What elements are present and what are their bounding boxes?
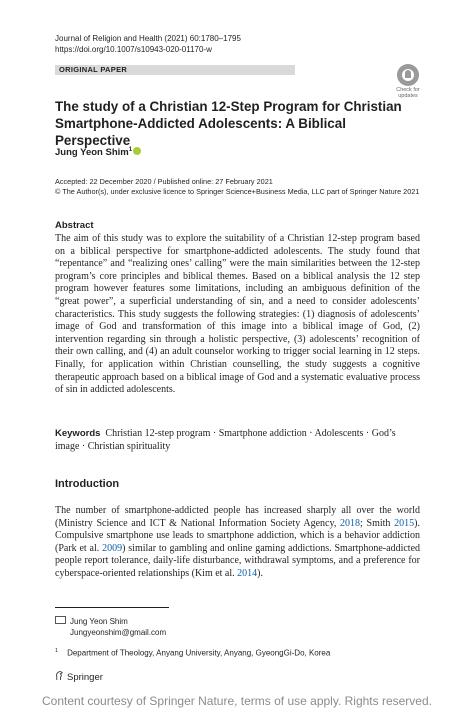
keywords-label: Keywords bbox=[55, 428, 101, 439]
citation-link[interactable]: 2009 bbox=[102, 542, 123, 554]
publisher-logo bbox=[55, 671, 103, 683]
keywords-list: Christian 12-step program · Smartphone addiction · Adolescents · God’s image · Christian spirituality bbox=[55, 428, 396, 452]
abstract-text: The aim of this study was to explore the suitability of a Christian 12-step program based on a biblical perspective for smartphone-addicted adolescents. The study found that “repentance” and “realizing ones’ calling” were the main similarities between the 12-step program’s core principles and biblical themes. Based on a biblical analysis the 12 step program however features some limitations, including an ambiguous definition of the “great power”, a superficial understanding of sin, and a need to consider adolescents’ characteristics. This study suggests the following strategies: (1) diagnosis of adolescents’ image of God and transformation of this image into a biblical image of God, (2) intervention regarding sin through a holistic perspective, (3) adolescents’ recognition of their own calling, and (4) an adult counselor working to trigger social learning in 12 steps. Finally, for application within Christian counselling, the study suggests a cognitive therapeutic approach based on a biblical image of God and a systematic evaluative process of sin in addicted adolescents. bbox=[55, 233, 420, 396]
author-line bbox=[55, 147, 141, 158]
affiliation bbox=[55, 648, 330, 658]
check-updates-icon bbox=[397, 64, 419, 86]
contact-email[interactable]: Jungyeonshim@gmail.com bbox=[70, 628, 167, 637]
citation-link[interactable]: 2014 bbox=[237, 567, 258, 579]
journal-citation: Journal of Religion and Health (2021) 60:1780–1795 bbox=[55, 34, 241, 43]
courtesy-notice: Content courtesy of Springer Nature, terms of use apply. Rights reserved. bbox=[42, 694, 432, 708]
author-affil-sup: 1 bbox=[128, 147, 133, 153]
contact-name: Jung Yeon Shim bbox=[70, 617, 128, 626]
envelope-icon bbox=[55, 616, 66, 624]
springer-horse-icon bbox=[55, 671, 64, 681]
publication-dates bbox=[55, 177, 419, 197]
footnote-divider bbox=[55, 607, 169, 608]
paper-title: The study of a Christian 12-Step Program for Christian Smartphone-Addicted Adolescents: A Biblical Perspective bbox=[55, 99, 402, 148]
corresponding-author bbox=[55, 616, 166, 638]
affiliation-text: Department of Theology, Anyang University, Anyang, GyeongGi-Do, Korea bbox=[67, 648, 331, 658]
journal-header bbox=[55, 33, 241, 55]
article-type-bar bbox=[55, 65, 295, 75]
citation-link[interactable]: 2015 bbox=[394, 517, 415, 529]
doi-link[interactable]: https://doi.org/10.1007/s10943-020-01170-w bbox=[55, 45, 212, 54]
accepted-date: Accepted: 22 December 2020 / Published online: 27 February 2021 bbox=[55, 177, 273, 186]
author-name[interactable]: Jung Yeon Shim bbox=[55, 147, 129, 159]
affiliation-sup: 1 bbox=[55, 648, 59, 654]
orcid-icon[interactable] bbox=[133, 147, 141, 155]
check-for-updates-button[interactable] bbox=[393, 64, 423, 100]
introduction-heading: Introduction bbox=[55, 478, 120, 490]
keywords bbox=[55, 428, 420, 453]
article-type-label: ORIGINAL PAPER bbox=[59, 65, 128, 74]
citation-link[interactable]: 2018 bbox=[340, 517, 361, 529]
copyright-line: © The Author(s), under exclusive licence to Springer Science+Business Media, LLC part of Springer Nature 2021 bbox=[55, 187, 420, 196]
abstract-heading: Abstract bbox=[55, 220, 94, 231]
check-updates-label: Check for updates bbox=[396, 87, 420, 99]
publisher-name: Springer bbox=[67, 672, 103, 683]
introduction-text: The number of smartphone-addicted people has increased sharply all over the world (Ministry Science and ICT & National Information Society Agency, 2018; Smith 2015). Compulsive smartphone use leads to smartphone addiction, which is a behavior addiction (Park et al. 2009) similar to gambling and online gaming addictions. Smartphone-addicted people report tolerance, daily-life disturbance, withdrawal symptoms, and a preference for cyberspace-oriented relationships (Kim et al. 2014). bbox=[55, 505, 421, 579]
